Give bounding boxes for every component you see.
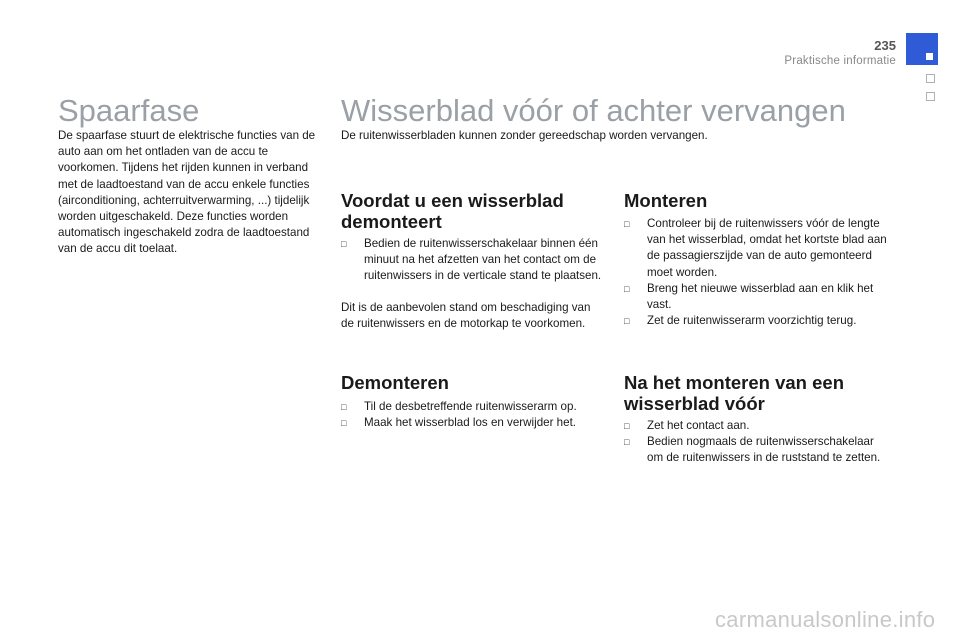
spaarfase-body: De spaarfase stuurt de elektrische functies van de auto aan om het ontladen van de accu te voorkomen. Tijdens het rijden kunnen in verband met de laadtoestand van de accu enkele functies (airconditioning, achterruitverwarming, ...) tijdelijk worden uitgeschakeld. Deze functies worden automatisch ingeschakeld zodra de laadtoestand van de accu dit toelaat. bbox=[58, 129, 316, 256]
checkbox-bullet-icon: □ bbox=[624, 437, 630, 448]
chapter-tab[interactable] bbox=[926, 92, 935, 101]
checkbox-bullet-icon: □ bbox=[341, 418, 347, 429]
monteren-heading: Monteren bbox=[624, 190, 708, 211]
list-item: □ Bedien nogmaals de ruitenwisserschakelaar om de ruitenwissers in de ruststand te zetten. bbox=[624, 435, 881, 465]
page-number: 235 bbox=[874, 38, 896, 53]
wisserblad-title: Wisserblad vóór of achter vervangen bbox=[341, 93, 846, 128]
checkbox-bullet-icon: □ bbox=[624, 316, 630, 327]
section-label: Praktische informatie bbox=[784, 55, 896, 67]
chapter-tab-active[interactable] bbox=[906, 33, 938, 65]
na-monteren-heading: Na het monteren van een wisserblad vóór bbox=[624, 372, 845, 414]
checkbox-bullet-icon: □ bbox=[624, 283, 630, 294]
wisserblad-intro: De ruitenwisserbladen kunnen zonder gereedschap worden vervangen. bbox=[341, 129, 708, 142]
list-item: □ Breng het nieuwe wisserblad aan en klik het vast. bbox=[624, 281, 874, 312]
list-item: □ Til de desbetreffende ruitenwisserarm op. bbox=[341, 399, 605, 415]
voordat-heading: Voordat u een wisserblad demonteert bbox=[341, 190, 564, 232]
list-item: □ Zet de ruitenwisserarm voorzichtig terug. bbox=[624, 313, 892, 329]
list-item: □ Controleer bij de ruitenwissers vóór de lengte van het wisserblad, omdat het kortste blad aan de passagierszijde van de auto gemonteerd moet worden. bbox=[624, 217, 887, 279]
demonteren-list bbox=[341, 399, 605, 431]
list-item: □ Bedien de ruitenwisserschakelaar binnen één minuut na het afzetten van het contact om de ruitenwissers in de verticale stand te plaatsen. bbox=[341, 237, 602, 283]
list-item: □ Maak het wisserblad los en verwijder het. bbox=[341, 415, 605, 431]
chapter-tab[interactable] bbox=[926, 74, 935, 83]
square-icon bbox=[926, 53, 933, 60]
checkbox-bullet-icon: □ bbox=[341, 239, 347, 249]
voordat-note: Dit is de aanbevolen stand om beschadiging van de ruitenwissers en de motorkap te voorkomen. bbox=[341, 301, 591, 331]
checkbox-bullet-icon: □ bbox=[624, 219, 630, 229]
list-item: □ Zet het contact aan. bbox=[624, 418, 886, 434]
spaarfase-title: Spaarfase bbox=[58, 93, 200, 128]
na-monteren-list bbox=[624, 418, 886, 467]
checkbox-bullet-icon: □ bbox=[624, 421, 630, 431]
voordat-list bbox=[341, 236, 605, 285]
checkbox-bullet-icon: □ bbox=[341, 402, 347, 412]
monteren-list bbox=[624, 216, 892, 329]
watermark: carmanualsonline.info bbox=[715, 607, 936, 632]
demonteren-heading: Demonteren bbox=[341, 372, 449, 393]
